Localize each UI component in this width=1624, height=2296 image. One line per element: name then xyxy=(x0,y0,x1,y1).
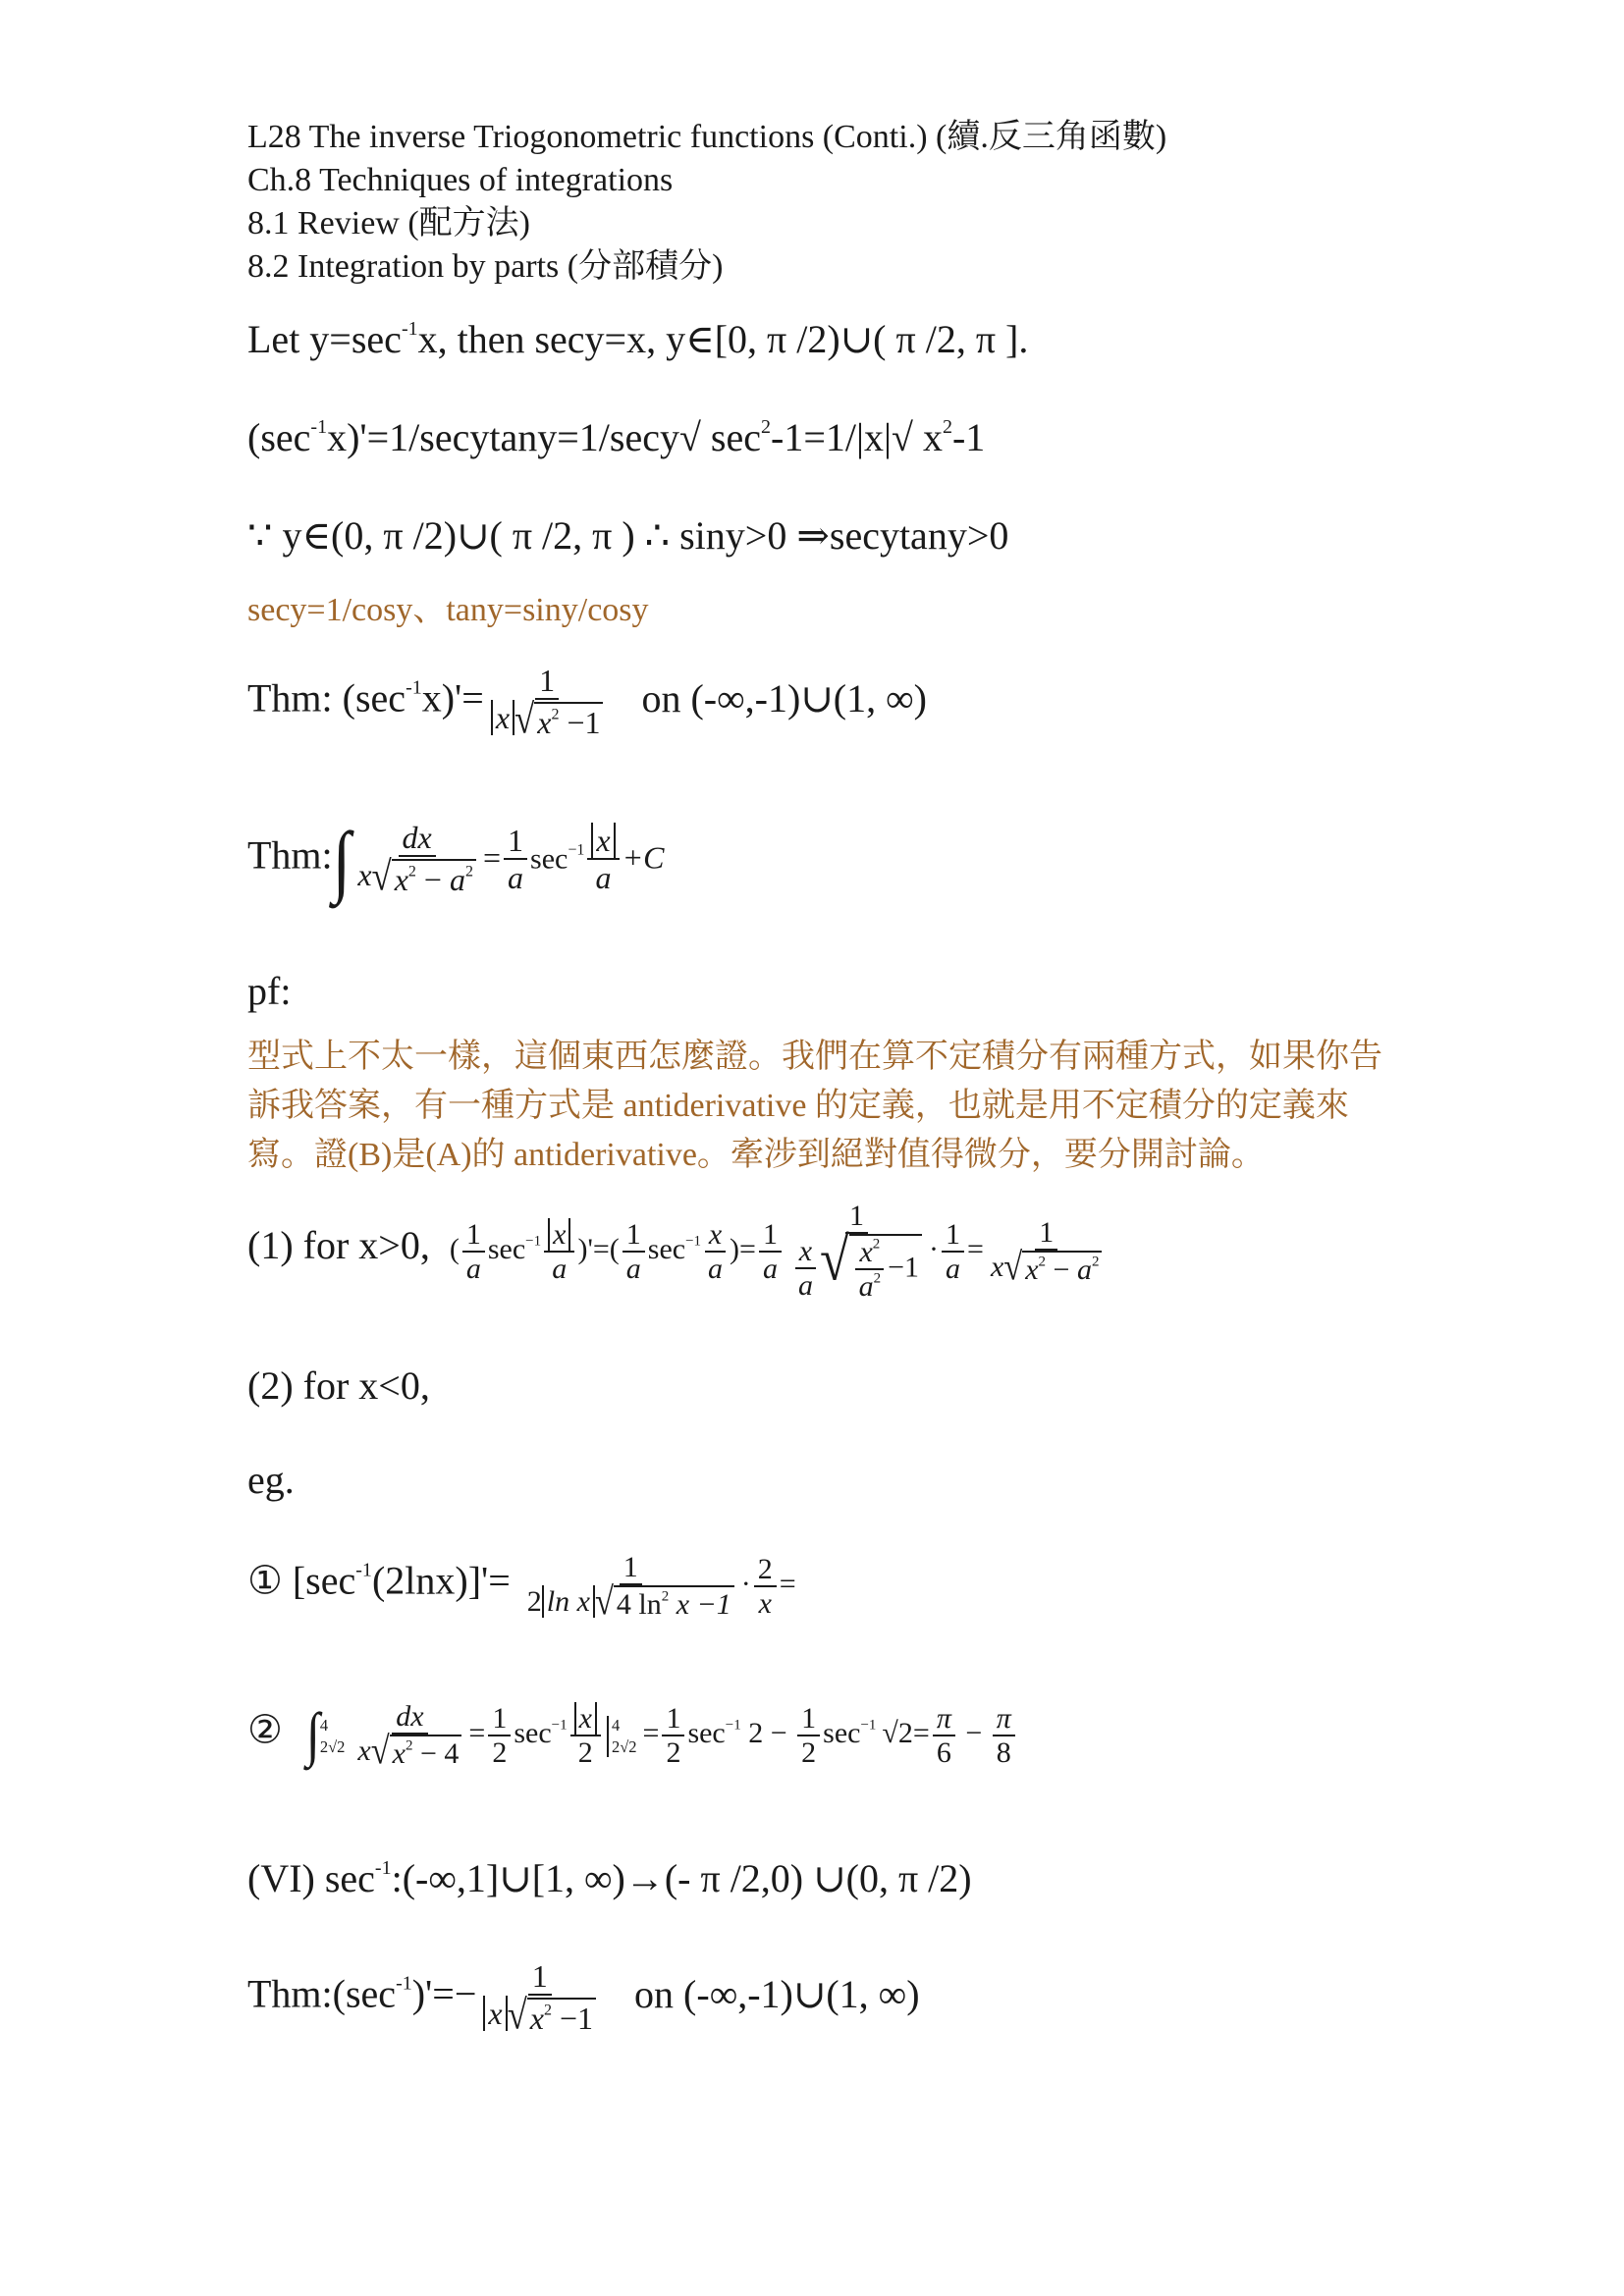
example-1: ① $[\sec^{-1}(2\ln x)]'=$ 1 2 ln x √ 4 $\ln^2 x -1$ · $\frac{2}{x}$ = xyxy=(247,1551,796,1624)
case-vi-domain: (VI) $\sec^{-1}:(-\infty,1]\cup[1$, ∞)→(- π /2,0) ∪(0, π /2) xyxy=(247,1856,972,1900)
identity-note: secy=1/cosy、tany=siny/cosy xyxy=(247,592,649,628)
theorem-2: Thm:∫ dx x √ $x^2 - a^2$ = $\frac{1}{a}$ $\sec^{-1}$ $\frac{x}{a}$ +C xyxy=(247,814,665,905)
example-label: eg. xyxy=(247,1458,295,1502)
case-1: (1) for x>0, ( $\frac{1}{a}$ $\sec^{-1}$ $\frac{x}{a}$ )'=( $\frac{1}{a}$ $\sec^{-1}$ $\frac{x}{a}$ )= $\frac{1}{a}$ 1 $\frac{x}{a}$ √ $\frac{x^2}{a^2}$ −1 · $\frac{1}{a}$ = 1 x √ $x^2 - a^2$ xyxy=(247,1200,1109,1305)
example-2: ② ∫ 4 2√2 dx x √ $x^2 - 4$ = $\frac{1}{2}$ $\sec^{-1}$ $\frac{x}{2}$ 4 2√2 = $\frac{1}{2}$ $\sec^{-1} 2$ − $\frac{1}{2}$ $\sec^{-1} √2=$ $\frac{\pi}{6}$ − $\frac{\pi}{8}$ xyxy=(247,1700,1018,1772)
let-statement: Let $y=\sec^{-1}x$, then secy=x, y∈[0, π /2)∪( π /2, π ]. xyxy=(247,317,1029,361)
theorem-1: Thm: $(\sec^{-1}x)'=$ 1 x √ $x^2 -1$ on (-∞,-1)∪(1, ∞) xyxy=(247,663,927,742)
integral-sign: ∫ xyxy=(332,814,352,905)
case-2: (2) for x<0, xyxy=(247,1363,430,1408)
lecture-title: L28 The inverse Triogonometric functions (Conti.) (續.反三角函數) xyxy=(247,119,1167,155)
derivative-chain: $(\sec^{-1}x)'=1/secytany=1/\sec y√$ $\sec^2-1=1/|x|√$ $x^2-1$ xyxy=(247,415,986,459)
section-8-2: 8.2 Integration by parts (分部積分) xyxy=(247,248,724,285)
chapter-title: Ch.8 Techniques of integrations xyxy=(247,162,674,198)
theorem-1-fraction: 1 x √ $x^2 -1$ xyxy=(487,664,608,741)
proof-label: pf: xyxy=(247,969,292,1013)
proof-note: 型式上不太一樣，這個東西怎麼證。我們在算不定積分有兩種方式，如果你告訴我答案，有一種方式是 antiderivative 的定義，也就是用不定積分的定義來寫。證(B)是(A)的 antiderivative。牽涉到絕對值得微分，要分開討論。 xyxy=(247,1039,1382,1173)
section-8-1: 8.1 Review (配方法) xyxy=(247,205,531,241)
since-therefore-line: ∵ y∈(0, π /2)∪( π /2, π ) ∴ siny>0 ⇒secytany>0 xyxy=(247,513,1009,558)
theorem-3: $Thm:(\sec^{-1})'=-$ 1 x √ $x^2 -1$ on (-∞,-1)∪(1, ∞) xyxy=(247,1958,920,2038)
